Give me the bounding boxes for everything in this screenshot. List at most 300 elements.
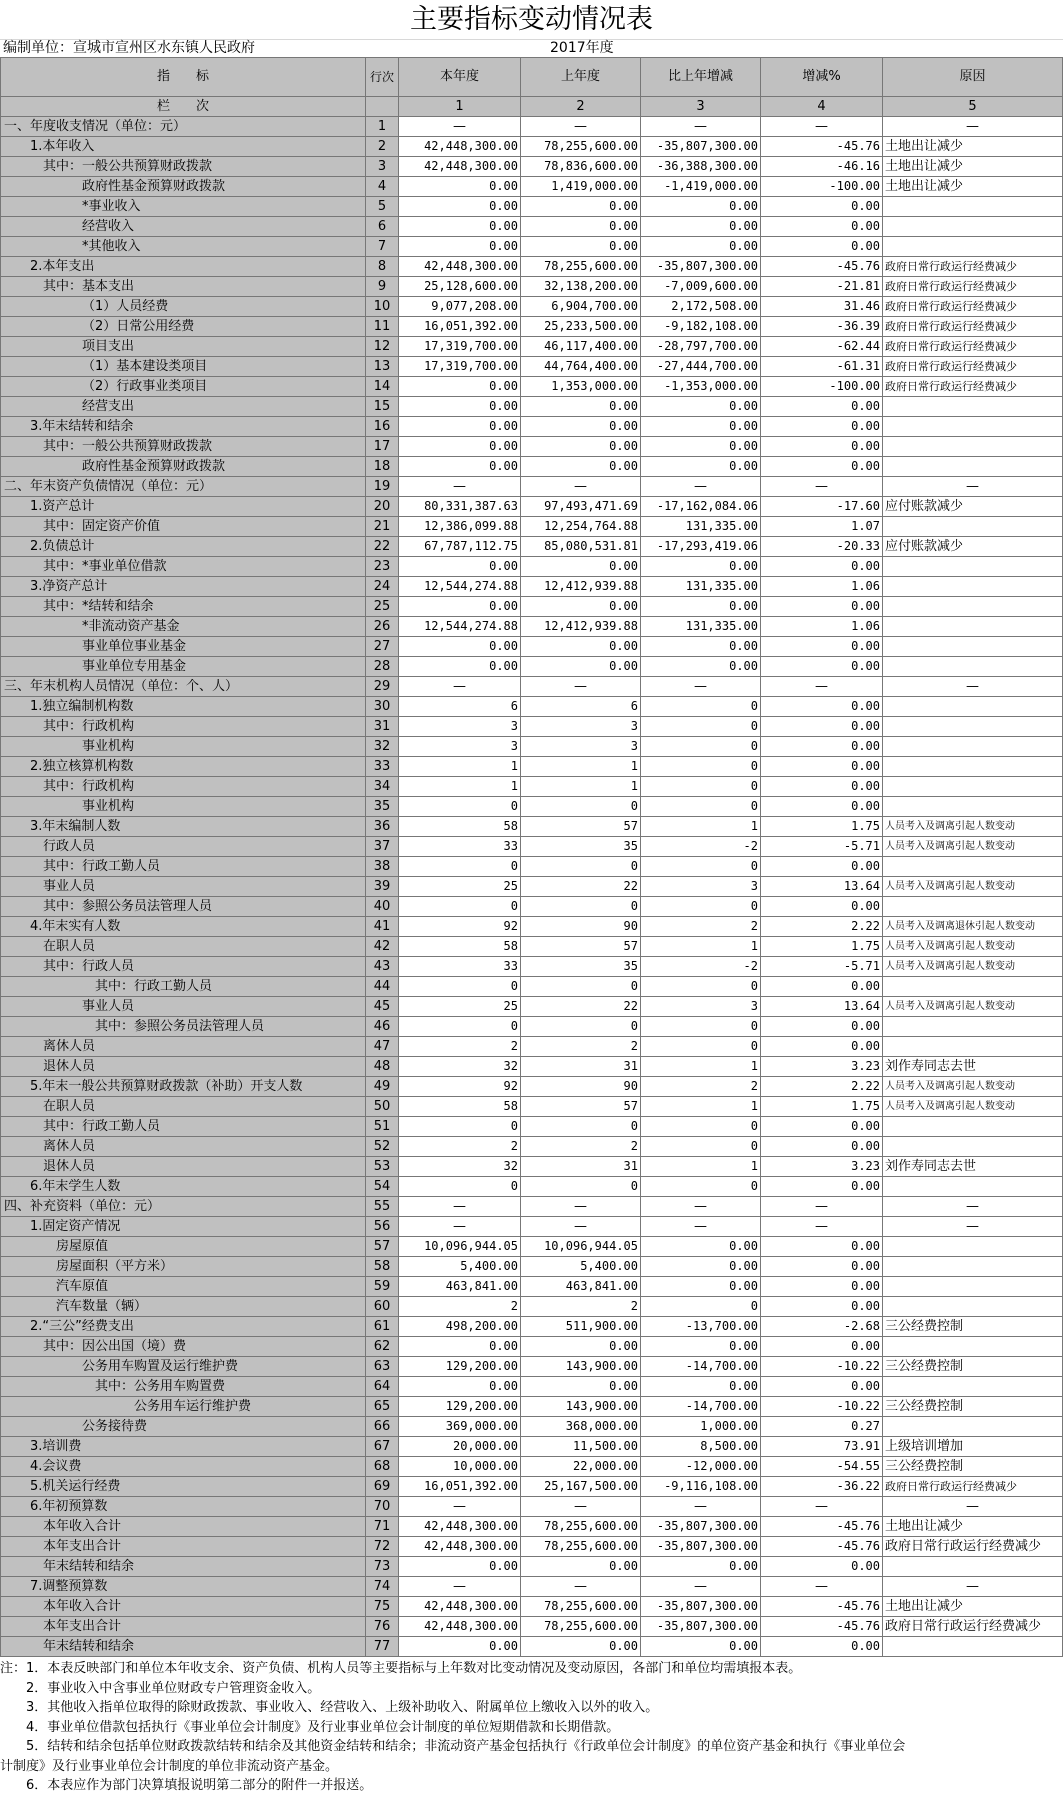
row-number-cell: 3 [366, 157, 399, 177]
pct-cell: -45.76 [761, 257, 883, 277]
indicator-cell: 其中：参照公务员法管理人员 [1, 1017, 366, 1037]
pct-cell: 1.75 [761, 937, 883, 957]
change-cell: 0 [641, 1017, 761, 1037]
table-row [1, 337, 1063, 357]
current-year-cell: 0 [399, 1177, 521, 1197]
row-number-cell: 74 [366, 1577, 399, 1597]
row-number-cell: 39 [366, 877, 399, 897]
indicator-cell: 4.年末实有人数 [1, 917, 366, 937]
indicator-cell: 1.独立编制机构数 [1, 697, 366, 717]
reason-cell [883, 397, 1063, 417]
row-number-cell: 68 [366, 1457, 399, 1477]
indicator-cell: 其中：基本支出 [1, 277, 366, 297]
change-cell: 0.00 [641, 197, 761, 217]
table-row [1, 637, 1063, 657]
change-cell: 0 [641, 977, 761, 997]
table-row [1, 497, 1063, 517]
current-year-cell: 92 [399, 917, 521, 937]
footnote-line: 6．本表应作为部门决算填报说明第二部分的附件一并报送。 [0, 1778, 373, 1793]
report-year: 2017年度 [550, 40, 614, 56]
header-current-year: 本年度 [399, 58, 521, 97]
reason-cell [883, 1377, 1063, 1397]
table-row [1, 837, 1063, 857]
current-year-cell: 17,319,700.00 [399, 357, 521, 377]
row-number-cell: 54 [366, 1177, 399, 1197]
reason-cell [883, 597, 1063, 617]
table-row [1, 697, 1063, 717]
reason-cell: 人员考入及调离引起人数变动 [883, 817, 1063, 837]
current-year-cell: 0.00 [399, 1557, 521, 1577]
change-cell: 8,500.00 [641, 1437, 761, 1457]
indicator-cell: 事业单位事业基金 [1, 637, 366, 657]
report-meta [0, 40, 1063, 57]
change-cell: 1 [641, 1057, 761, 1077]
row-number-cell: 58 [366, 1257, 399, 1277]
row-number-cell: 38 [366, 857, 399, 877]
table-row [1, 1077, 1063, 1097]
change-cell: 0 [641, 777, 761, 797]
row-number-cell: 29 [366, 677, 399, 697]
pct-cell: 1.75 [761, 817, 883, 837]
reason-cell [883, 1557, 1063, 1577]
footnote-line: 3．其他收入指单位取得的除财政拨款、事业收入、经营收入、上级补助收入、附属单位上缴收入以外的收入。 [0, 1700, 659, 1715]
change-cell: 0.00 [641, 417, 761, 437]
pct-cell: 0.00 [761, 657, 883, 677]
row-number-cell: 66 [366, 1417, 399, 1437]
pct-cell: -5.71 [761, 837, 883, 857]
indicator-table [0, 57, 1063, 1657]
last-year-cell: 31 [521, 1057, 641, 1077]
indicator-cell: 年末结转和结余 [1, 1637, 366, 1657]
table-row [1, 1097, 1063, 1117]
pct-cell: 0.00 [761, 1257, 883, 1277]
indicator-cell: 7.调整预算数 [1, 1577, 366, 1597]
reason-cell [883, 1417, 1063, 1437]
change-cell: 1 [641, 937, 761, 957]
indicator-cell: 其中：行政机构 [1, 777, 366, 797]
last-year-cell: 0.00 [521, 1377, 641, 1397]
pct-cell: 0.00 [761, 1277, 883, 1297]
change-cell: 0 [641, 757, 761, 777]
table-row [1, 1397, 1063, 1417]
reason-cell [883, 1237, 1063, 1257]
current-year-cell: 1 [399, 777, 521, 797]
table-row [1, 1457, 1063, 1477]
row-number-cell: 77 [366, 1637, 399, 1657]
pct-cell: — [761, 1577, 883, 1597]
current-year-cell: 0.00 [399, 217, 521, 237]
row-number-cell: 61 [366, 1317, 399, 1337]
reason-cell [883, 457, 1063, 477]
table-row [1, 1417, 1063, 1437]
table-row [1, 297, 1063, 317]
change-cell: — [641, 677, 761, 697]
reason-cell [883, 717, 1063, 737]
pct-cell: -45.76 [761, 1617, 883, 1637]
last-year-cell: — [521, 477, 641, 497]
change-cell: 0 [641, 1177, 761, 1197]
change-cell: 131,335.00 [641, 617, 761, 637]
last-year-cell: 25,167,500.00 [521, 1477, 641, 1497]
change-cell: -7,009,600.00 [641, 277, 761, 297]
pct-cell: 1.07 [761, 517, 883, 537]
last-year-cell: 1 [521, 757, 641, 777]
pct-cell: -45.76 [761, 1597, 883, 1617]
row-number-cell: 67 [366, 1437, 399, 1457]
last-year-cell: 35 [521, 957, 641, 977]
current-year-cell: 80,331,387.63 [399, 497, 521, 517]
last-year-cell: 1,353,000.00 [521, 377, 641, 397]
change-cell: 0.00 [641, 237, 761, 257]
reason-cell: 土地出让减少 [883, 1597, 1063, 1617]
reason-cell: — [883, 477, 1063, 497]
last-year-cell: — [521, 1577, 641, 1597]
current-year-cell: 0.00 [399, 437, 521, 457]
indicator-cell: 本年收入合计 [1, 1517, 366, 1537]
change-cell: 0.00 [641, 1337, 761, 1357]
current-year-cell: — [399, 1497, 521, 1517]
pct-cell: 0.00 [761, 897, 883, 917]
change-cell: 2 [641, 917, 761, 937]
indicator-cell: 2.独立核算机构数 [1, 757, 366, 777]
reason-cell: 人员考入及调离引起人数变动 [883, 877, 1063, 897]
row-number-cell: 46 [366, 1017, 399, 1037]
indicator-cell: 项目支出 [1, 337, 366, 357]
row-number-cell: 19 [366, 477, 399, 497]
last-year-cell: 25,233,500.00 [521, 317, 641, 337]
reason-cell [883, 577, 1063, 597]
row-number-cell: 60 [366, 1297, 399, 1317]
reason-cell: 政府日常行政运行经费减少 [883, 1537, 1063, 1557]
last-year-cell: 85,080,531.81 [521, 537, 641, 557]
reason-cell: 人员考入及调离引起人数变动 [883, 1077, 1063, 1097]
last-year-cell: 0.00 [521, 1557, 641, 1577]
pct-cell: 2.22 [761, 917, 883, 937]
current-year-cell: 0.00 [399, 597, 521, 617]
change-cell: -1,419,000.00 [641, 177, 761, 197]
row-number-cell: 25 [366, 597, 399, 617]
row-number-cell: 64 [366, 1377, 399, 1397]
current-year-cell: 0 [399, 1117, 521, 1137]
table-row [1, 1177, 1063, 1197]
change-cell: -35,807,300.00 [641, 257, 761, 277]
pct-cell: 0.00 [761, 1637, 883, 1657]
indicator-cell: 其中：行政工勤人员 [1, 1117, 366, 1137]
change-cell: 0.00 [641, 557, 761, 577]
indicator-cell: 5.机关运行经费 [1, 1477, 366, 1497]
table-row [1, 957, 1063, 977]
row-number-cell: 36 [366, 817, 399, 837]
pct-cell: 0.27 [761, 1417, 883, 1437]
pct-cell: 31.46 [761, 297, 883, 317]
row-number-cell: 20 [366, 497, 399, 517]
change-cell: -9,182,108.00 [641, 317, 761, 337]
row-number-cell: 55 [366, 1197, 399, 1217]
reason-cell [883, 737, 1063, 757]
col-number-4: 4 [761, 97, 883, 117]
table-row [1, 777, 1063, 797]
table-row [1, 997, 1063, 1017]
row-number-cell: 4 [366, 177, 399, 197]
last-year-cell: 3 [521, 737, 641, 757]
last-year-cell: 46,117,400.00 [521, 337, 641, 357]
reason-cell [883, 657, 1063, 677]
row-number-cell: 41 [366, 917, 399, 937]
pct-cell: 0.00 [761, 1557, 883, 1577]
change-cell: -9,116,108.00 [641, 1477, 761, 1497]
indicator-cell: （1）人员经费 [1, 297, 366, 317]
table-row [1, 317, 1063, 337]
current-year-cell: 0.00 [399, 397, 521, 417]
indicator-cell: 5.年末一般公共预算财政拨款（补助）开支人数 [1, 1077, 366, 1097]
current-year-cell: 129,200.00 [399, 1397, 521, 1417]
table-row [1, 1337, 1063, 1357]
row-number-cell: 59 [366, 1277, 399, 1297]
current-year-cell: 129,200.00 [399, 1357, 521, 1377]
last-year-cell: 0.00 [521, 397, 641, 417]
reason-cell: 政府日常行政运行经费减少 [883, 297, 1063, 317]
reason-cell: 人员考入及调离引起人数变动 [883, 937, 1063, 957]
reason-cell: 政府日常行政运行经费减少 [883, 1477, 1063, 1497]
pct-cell: 0.00 [761, 977, 883, 997]
change-cell: 1,000.00 [641, 1417, 761, 1437]
reason-cell [883, 637, 1063, 657]
last-year-cell: 2 [521, 1137, 641, 1157]
change-cell: 0.00 [641, 637, 761, 657]
last-year-cell: 0.00 [521, 197, 641, 217]
change-cell: 0 [641, 1037, 761, 1057]
indicator-cell: *事业收入 [1, 197, 366, 217]
last-year-cell: 97,493,471.69 [521, 497, 641, 517]
change-cell: 0 [641, 897, 761, 917]
last-year-cell: 2 [521, 1037, 641, 1057]
indicator-cell: 其中：一般公共预算财政拨款 [1, 437, 366, 457]
indicator-cell: （1）基本建设类项目 [1, 357, 366, 377]
table-row [1, 717, 1063, 737]
last-year-cell: — [521, 1197, 641, 1217]
indicator-cell: 本年收入合计 [1, 1597, 366, 1617]
row-number-cell: 56 [366, 1217, 399, 1237]
last-year-cell: 0.00 [521, 597, 641, 617]
reason-cell [883, 557, 1063, 577]
row-number-cell: 69 [366, 1477, 399, 1497]
indicator-cell: 1.资产总计 [1, 497, 366, 517]
last-year-cell: 5,400.00 [521, 1257, 641, 1277]
last-year-cell: 78,836,600.00 [521, 157, 641, 177]
pct-cell: 0.00 [761, 757, 883, 777]
table-row [1, 1317, 1063, 1337]
change-cell: 2,172,508.00 [641, 297, 761, 317]
pct-cell: -45.76 [761, 137, 883, 157]
change-cell: 0 [641, 1297, 761, 1317]
pct-cell: — [761, 677, 883, 697]
footnote-line: 计制度》及行业事业单位会计制度的单位非流动资产基金。 [0, 1758, 339, 1774]
indicator-cell: 本年支出合计 [1, 1537, 366, 1557]
pct-cell: -21.81 [761, 277, 883, 297]
table-row [1, 157, 1063, 177]
change-cell: -35,807,300.00 [641, 1597, 761, 1617]
header-rowno: 行次 [366, 58, 399, 97]
row-number-cell: 63 [366, 1357, 399, 1377]
indicator-cell: 一、年度收支情况（单位：元） [1, 117, 366, 137]
table-row [1, 1257, 1063, 1277]
pct-cell: 0.00 [761, 1237, 883, 1257]
last-year-cell: 463,841.00 [521, 1277, 641, 1297]
indicator-cell: 本年支出合计 [1, 1617, 366, 1637]
reason-cell: 土地出让减少 [883, 1517, 1063, 1537]
last-year-cell: 0 [521, 1017, 641, 1037]
last-year-cell: 0.00 [521, 1637, 641, 1657]
row-number-cell: 15 [366, 397, 399, 417]
indicator-cell: 汽车数量（辆） [1, 1297, 366, 1317]
pct-cell: -2.68 [761, 1317, 883, 1337]
indicator-cell: 3.年末结转和结余 [1, 417, 366, 437]
table-row [1, 1537, 1063, 1557]
table-row [1, 817, 1063, 837]
row-number-cell: 51 [366, 1117, 399, 1137]
col-number-5: 5 [883, 97, 1063, 117]
reason-cell: 政府日常行政运行经费减少 [883, 277, 1063, 297]
row-number-cell: 2 [366, 137, 399, 157]
pct-cell: -100.00 [761, 377, 883, 397]
col-number-2: 2 [521, 97, 641, 117]
row-number-cell: 71 [366, 1517, 399, 1537]
row-number-cell: 11 [366, 317, 399, 337]
reason-cell: 人员考入及调离引起人数变动 [883, 957, 1063, 977]
last-year-cell: 0 [521, 897, 641, 917]
last-year-cell: 143,900.00 [521, 1357, 641, 1377]
change-cell: -2 [641, 837, 761, 857]
reason-cell: 人员考入及调离引起人数变动 [883, 837, 1063, 857]
row-number-cell: 18 [366, 457, 399, 477]
reason-cell [883, 1337, 1063, 1357]
indicator-cell: 其中：行政工勤人员 [1, 977, 366, 997]
row-number-cell: 37 [366, 837, 399, 857]
pct-cell: 0.00 [761, 777, 883, 797]
change-cell: 0 [641, 857, 761, 877]
table-row [1, 1437, 1063, 1457]
change-cell: 0.00 [641, 437, 761, 457]
reason-cell: 政府日常行政运行经费减少 [883, 337, 1063, 357]
row-number-cell: 50 [366, 1097, 399, 1117]
table-row [1, 237, 1063, 257]
indicator-cell: 三、年末机构人员情况（单位：个、人） [1, 677, 366, 697]
table-row [1, 677, 1063, 697]
reason-cell: — [883, 1497, 1063, 1517]
table-row [1, 577, 1063, 597]
table-row [1, 1137, 1063, 1157]
pct-cell: -54.55 [761, 1457, 883, 1477]
last-year-cell: 0.00 [521, 237, 641, 257]
last-year-cell: 6 [521, 697, 641, 717]
header-pct: 增减% [761, 58, 883, 97]
current-year-cell: 92 [399, 1077, 521, 1097]
current-year-cell: 25,128,600.00 [399, 277, 521, 297]
pct-cell: 2.22 [761, 1077, 883, 1097]
table-row [1, 1037, 1063, 1057]
table-row [1, 657, 1063, 677]
current-year-cell: 369,000.00 [399, 1417, 521, 1437]
change-cell: -13,700.00 [641, 1317, 761, 1337]
change-cell: — [641, 477, 761, 497]
pct-cell: — [761, 1197, 883, 1217]
header-last-year: 上年度 [521, 58, 641, 97]
indicator-cell: 政府性基金预算财政拨款 [1, 457, 366, 477]
change-cell: 0.00 [641, 597, 761, 617]
indicator-cell: 1.固定资产情况 [1, 1217, 366, 1237]
indicator-cell: 经营收入 [1, 217, 366, 237]
row-number-cell: 32 [366, 737, 399, 757]
header-indicator: 指 标 [1, 58, 366, 97]
indicator-cell: 事业机构 [1, 797, 366, 817]
indicator-cell: 事业人员 [1, 877, 366, 897]
reason-cell [883, 1017, 1063, 1037]
pct-cell: 13.64 [761, 877, 883, 897]
reason-cell [883, 217, 1063, 237]
table-row [1, 1277, 1063, 1297]
last-year-cell: — [521, 677, 641, 697]
row-number-cell: 13 [366, 357, 399, 377]
table-row [1, 137, 1063, 157]
reason-cell [883, 1137, 1063, 1157]
last-year-cell: 1,419,000.00 [521, 177, 641, 197]
indicator-cell: 汽车原值 [1, 1277, 366, 1297]
indicator-cell: 其中：*结转和结余 [1, 597, 366, 617]
current-year-cell: 1 [399, 757, 521, 777]
current-year-cell: 42,448,300.00 [399, 1537, 521, 1557]
pct-cell: 0.00 [761, 1177, 883, 1197]
pct-cell: -100.00 [761, 177, 883, 197]
last-year-cell: 0.00 [521, 557, 641, 577]
change-cell: — [641, 117, 761, 137]
table-row [1, 1557, 1063, 1577]
last-year-cell: 44,764,400.00 [521, 357, 641, 377]
current-year-cell: 42,448,300.00 [399, 157, 521, 177]
current-year-cell: 5,400.00 [399, 1257, 521, 1277]
table-row [1, 477, 1063, 497]
reason-cell [883, 617, 1063, 637]
last-year-cell: 12,254,764.88 [521, 517, 641, 537]
current-year-cell: 0.00 [399, 417, 521, 437]
indicator-cell: 经营支出 [1, 397, 366, 417]
current-year-cell: — [399, 1197, 521, 1217]
pct-cell: 0.00 [761, 597, 883, 617]
pct-cell: — [761, 1497, 883, 1517]
last-year-cell: 0 [521, 1117, 641, 1137]
reason-cell: 三公经费控制 [883, 1317, 1063, 1337]
current-year-cell: 6 [399, 697, 521, 717]
row-number-cell: 65 [366, 1397, 399, 1417]
change-cell: 0.00 [641, 397, 761, 417]
pct-cell: 3.23 [761, 1057, 883, 1077]
reason-cell [883, 1297, 1063, 1317]
table-row [1, 857, 1063, 877]
indicator-cell: 其中：因公出国（境）费 [1, 1337, 366, 1357]
indicator-cell: 6.年初预算数 [1, 1497, 366, 1517]
change-cell: 0.00 [641, 1637, 761, 1657]
indicator-cell: 其中：固定资产价值 [1, 517, 366, 537]
table-row [1, 757, 1063, 777]
row-number-cell: 53 [366, 1157, 399, 1177]
change-cell: 0.00 [641, 1277, 761, 1297]
current-year-cell: 10,000.00 [399, 1457, 521, 1477]
current-year-cell: 58 [399, 1097, 521, 1117]
indicator-cell: 退休人员 [1, 1057, 366, 1077]
table-row [1, 257, 1063, 277]
indicator-cell: 公务用车运行维护费 [1, 1397, 366, 1417]
table-row [1, 1477, 1063, 1497]
change-cell: 0 [641, 717, 761, 737]
